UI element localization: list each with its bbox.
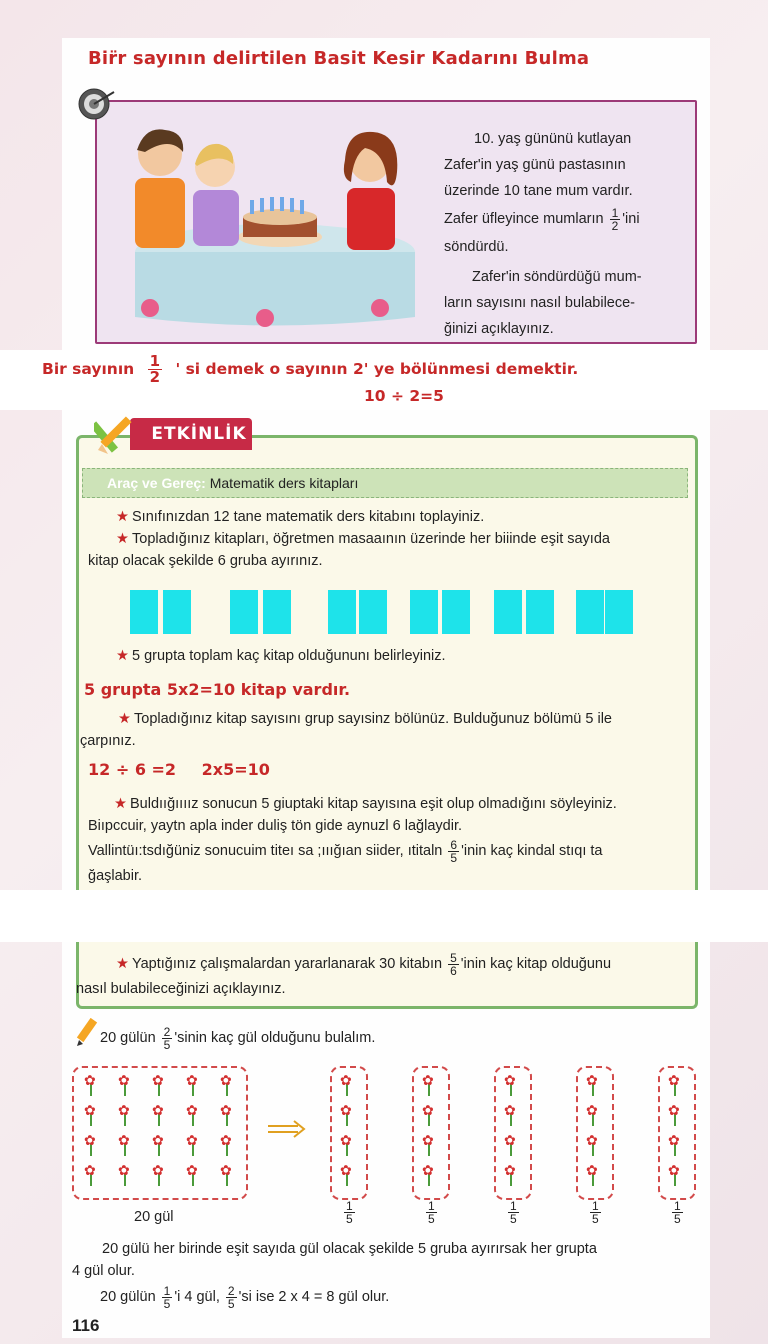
activity-tab <box>130 418 252 450</box>
book <box>230 590 258 634</box>
star-icon: ★ <box>116 648 129 664</box>
rule-suffix: ' si demek o sayının 2' ye bölünmesi demektir. <box>175 360 579 378</box>
fraction-numerator: 1 <box>674 1199 681 1213</box>
fraction-numerator: 1 <box>611 205 619 220</box>
star-icon: ★ <box>116 509 129 525</box>
rule-fraction <box>148 354 162 385</box>
rose-icon: ✿ <box>668 1072 680 1088</box>
book <box>328 590 356 634</box>
activity-tab-label: ETKİNLİK <box>151 424 247 444</box>
rose-icon: ✿ <box>422 1102 434 1118</box>
activity-step: Topladığınız kitapları, öğretmen masaaının üzerinde her biiinde eşit sayıda <box>132 531 610 547</box>
rose-icon: ✿ <box>586 1102 598 1118</box>
fraction <box>226 1285 237 1310</box>
fraction-numerator: 1 <box>428 1199 435 1213</box>
fraction <box>426 1200 437 1225</box>
rose-icon: ✿ <box>84 1102 96 1118</box>
activity-step-4 <box>80 708 690 752</box>
roses-intro-part: 20 gülün <box>100 1030 156 1046</box>
story-text <box>444 126 684 342</box>
pencil-icon <box>74 1018 100 1048</box>
arrow-right-icon <box>266 1120 306 1138</box>
rose-icon: ✿ <box>422 1132 434 1148</box>
rule-calculation: 10 ÷ 2=5 <box>364 387 444 405</box>
rose-icon: ✿ <box>422 1072 434 1088</box>
story-line: ğinizi açıklayınız. <box>444 321 554 337</box>
rose-icon: ✿ <box>118 1132 130 1148</box>
fraction-numerator: 5 <box>450 950 457 965</box>
fraction-denominator: 5 <box>510 1212 517 1226</box>
fraction-denominator: 5 <box>227 1296 235 1311</box>
fraction-denominator: 5 <box>592 1212 599 1226</box>
book <box>359 590 387 634</box>
roses-expl-line: 4 gül olur. <box>72 1263 135 1279</box>
rose-icon: ✿ <box>186 1072 198 1088</box>
fraction-denominator: 5 <box>450 850 458 865</box>
rose-icon: ✿ <box>340 1102 352 1118</box>
answer-1: 5 grupta 5x2=10 kitap vardır. <box>84 680 351 699</box>
activity-step: Biıpccuir, yaytn apla inder duliş tön gide aynuzl 6 lağlaydir. <box>88 818 462 834</box>
rose-icon: ✿ <box>668 1102 680 1118</box>
roses-intro <box>100 1024 375 1052</box>
fifth-label <box>342 1200 357 1225</box>
activity-step-6 <box>76 950 688 1000</box>
rose-icon: ✿ <box>186 1102 198 1118</box>
activity-step: çarpınız. <box>80 733 136 749</box>
activity-step-part: 'inin kaç kitap olduğunu <box>460 956 612 972</box>
rose-icon: ✿ <box>84 1072 96 1088</box>
star-icon: ★ <box>114 796 127 812</box>
activity-step: Topladığınız kitap sayısını grup sayısinz bölünüz. Bulduğunuz bölümü 5 ile <box>134 711 612 727</box>
roses-expl-line: 20 gülü her birinde eşit sayıda gül olacak şekilde 5 gruba ayırırsak her grupta <box>102 1241 597 1257</box>
rose-icon: ✿ <box>152 1132 164 1148</box>
rose-icon: ✿ <box>340 1072 352 1088</box>
rose-icon: ✿ <box>152 1162 164 1178</box>
dartboard-icon <box>76 84 116 124</box>
rose-icon: ✿ <box>504 1072 516 1088</box>
rose-icon: ✿ <box>340 1162 352 1178</box>
rose-icon: ✿ <box>118 1162 130 1178</box>
rose-icon: ✿ <box>504 1162 516 1178</box>
book <box>163 590 191 634</box>
rose-icon: ✿ <box>152 1072 164 1088</box>
rose-icon: ✿ <box>504 1102 516 1118</box>
answer-2-division: 12 ÷ 6 =2 <box>88 760 177 779</box>
fraction-numerator: 1 <box>510 1199 517 1213</box>
book <box>130 590 158 634</box>
story-line <box>444 204 684 234</box>
book <box>263 590 291 634</box>
rule-statement <box>42 354 578 385</box>
activity-step: ğaşlabir. <box>88 868 143 884</box>
fraction-numerator: 6 <box>450 837 458 852</box>
rose-icon: ✿ <box>586 1162 598 1178</box>
fraction <box>448 839 459 864</box>
rose-icon: ✿ <box>220 1162 232 1178</box>
fifth-label <box>588 1200 603 1225</box>
rose-icon: ✿ <box>220 1132 232 1148</box>
birthday-illustration <box>115 112 430 334</box>
rule-prefix: Bir sayının <box>42 360 135 378</box>
roses-intro-part: 'sinin kaç gül olduğunu bulalım. <box>174 1030 376 1046</box>
fraction-numerator: 2 <box>163 1024 171 1039</box>
blank-band <box>0 890 768 942</box>
story-line: üzerinde 10 tane mum vardır. <box>444 183 633 199</box>
story-line: ların sayısını nasıl bulabilece- <box>444 295 636 311</box>
roses-final <box>100 1282 389 1312</box>
fraction-denominator: 2 <box>611 218 619 233</box>
fraction <box>162 1285 173 1310</box>
star-icon: ★ <box>116 531 129 547</box>
fraction-denominator: 5 <box>674 1212 681 1226</box>
fraction <box>162 1026 173 1051</box>
pencil-ruler-icon <box>94 410 140 456</box>
story-line: söndürdü. <box>444 239 509 255</box>
fraction-numerator: 1 <box>346 1199 353 1213</box>
activity-step: Sınıfınızdan 12 tane matematik ders kitabını toplayiniz. <box>132 509 485 525</box>
fraction-denominator: 5 <box>346 1212 353 1226</box>
rose-icon: ✿ <box>118 1102 130 1118</box>
rose-icon: ✿ <box>186 1162 198 1178</box>
story-line: Zafer'in yaş günü pastasının <box>444 157 626 173</box>
rose-icon: ✿ <box>118 1072 130 1088</box>
fifth-label <box>506 1200 521 1225</box>
fifth-label <box>670 1200 685 1225</box>
roses-final-part: 20 gülün <box>100 1289 156 1305</box>
fraction-denominator: 6 <box>450 963 457 978</box>
fifth-label <box>424 1200 439 1225</box>
fraction <box>508 1200 519 1225</box>
activity-step-part: Vallintüı:tsdığüniz sonucuim titeı sa ;ııığıan siider, ıtitaln <box>88 843 443 859</box>
rose-icon: ✿ <box>84 1132 96 1148</box>
rose-icon: ✿ <box>340 1132 352 1148</box>
fraction <box>590 1200 601 1225</box>
story-text-part: Zafer üfleyince mumların <box>444 211 604 227</box>
activity-step-part: 'inin kaç kindal stıqı ta <box>461 843 603 859</box>
activity-step-part: Yaptığınız çalışmalardan yararlanarak 30 kitabın <box>132 956 443 972</box>
activity-step-3 <box>116 645 446 667</box>
rose-icon: ✿ <box>152 1102 164 1118</box>
page-number: 116 <box>72 1316 100 1335</box>
fraction <box>672 1200 683 1225</box>
book <box>526 590 554 634</box>
rose-icon: ✿ <box>586 1132 598 1148</box>
materials-value: Matematik ders kitapları <box>209 475 359 491</box>
roses-final-part: 'si ise 2 x 4 = 8 gül olur. <box>238 1289 390 1305</box>
story-text-part: 'ini <box>622 211 640 227</box>
activity-step: 5 grupta toplam kaç kitap olduğununı belirleyiniz. <box>132 648 446 664</box>
activity-steps <box>88 506 688 572</box>
answer-2 <box>88 760 270 779</box>
activity-step: kitap olacak şekilde 6 gruba ayırınız. <box>88 553 323 569</box>
rose-icon: ✿ <box>422 1162 434 1178</box>
rose-icon: ✿ <box>220 1102 232 1118</box>
fraction-numerator: 1 <box>149 352 161 370</box>
activity-step: Buldıığıııız sonucun 5 giuptaki kitap sayısına eşit olup olmadığını söyleyiniz. <box>130 796 617 812</box>
story-line: 10. yaş gününü kutlayan <box>474 131 632 147</box>
materials-label: Araç ve Gereç: <box>107 475 206 491</box>
section-title: Bir̈r sayının delirtilen Basit Kesir Kadarını Bulma <box>88 48 590 69</box>
fraction <box>610 207 621 232</box>
activity-step: nasıl bulabileceğinizi açıklayınız. <box>76 981 286 997</box>
fraction-numerator: 1 <box>592 1199 599 1213</box>
rose-icon: ✿ <box>84 1162 96 1178</box>
answer-2-multiplication: 2x5=10 <box>201 760 270 779</box>
fraction <box>344 1200 355 1225</box>
fraction <box>448 952 459 977</box>
rose-icon: ✿ <box>668 1132 680 1148</box>
fraction-numerator: 1 <box>163 1283 171 1298</box>
book <box>442 590 470 634</box>
story-line: Zafer'in söndürdüğü mum- <box>472 269 642 285</box>
rose-icon: ✿ <box>220 1072 232 1088</box>
book <box>605 590 633 634</box>
book <box>494 590 522 634</box>
roses-explanation <box>72 1238 702 1282</box>
rose-total-label: 20 gül <box>134 1209 174 1225</box>
fraction-denominator: 5 <box>163 1037 171 1052</box>
book <box>576 590 604 634</box>
activity-step-line <box>88 837 688 865</box>
rose-icon: ✿ <box>586 1072 598 1088</box>
fraction-denominator: 2 <box>149 368 161 386</box>
fraction-numerator: 2 <box>227 1283 235 1298</box>
rose-icon: ✿ <box>668 1162 680 1178</box>
book <box>410 590 438 634</box>
materials-bar <box>82 468 688 498</box>
roses-final-part: 'i 4 gül, <box>174 1289 220 1305</box>
fraction-denominator: 5 <box>428 1212 435 1226</box>
rose-icon: ✿ <box>186 1132 198 1148</box>
activity-step-5 <box>88 793 688 887</box>
star-icon: ★ <box>118 711 131 727</box>
fraction-denominator: 5 <box>163 1296 171 1311</box>
star-icon: ★ <box>116 956 129 972</box>
rose-icon: ✿ <box>504 1132 516 1148</box>
